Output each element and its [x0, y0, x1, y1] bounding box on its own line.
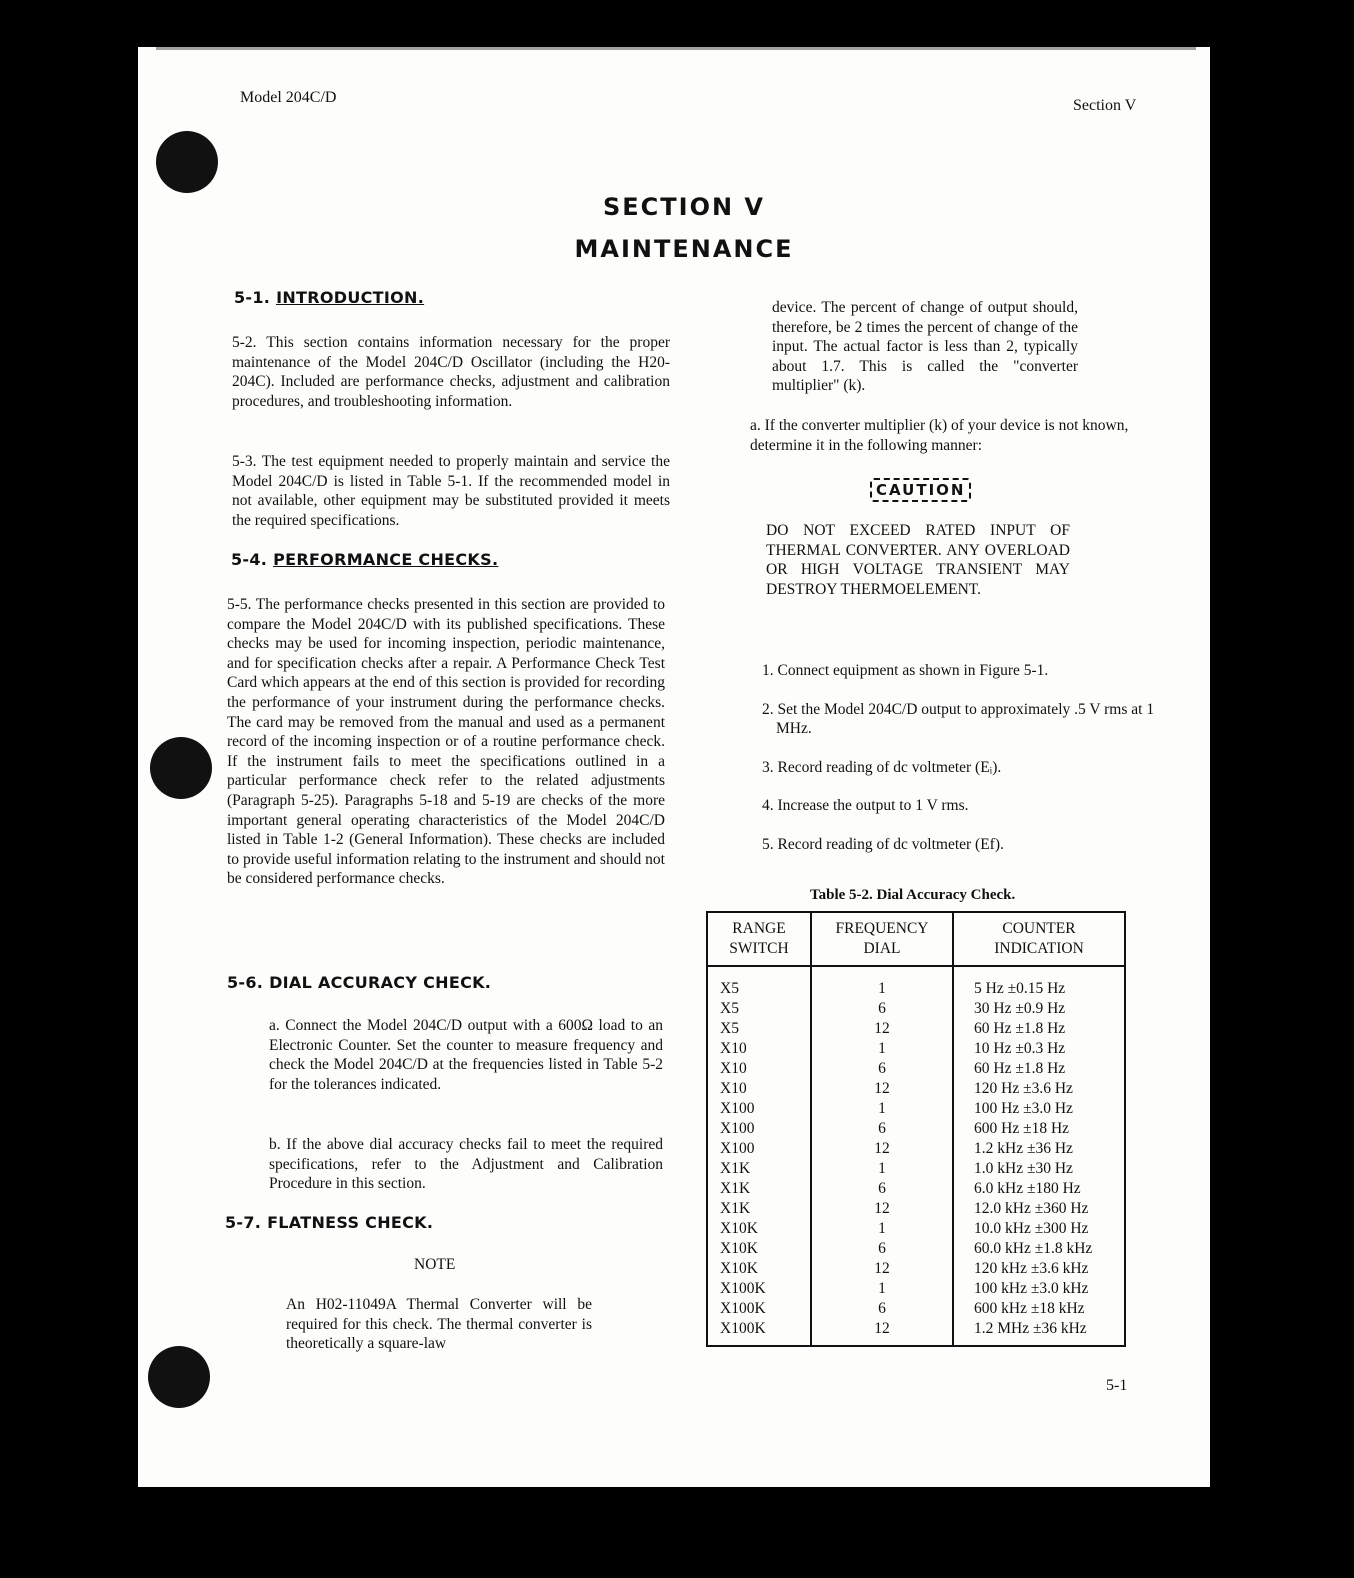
header-counter-indication — [953, 912, 1125, 966]
frequency-dial-cell: 6 — [811, 1239, 953, 1259]
table-row — [707, 1219, 1125, 1239]
step-number: 4. — [762, 797, 774, 815]
heading-number: 5-6. — [227, 973, 264, 992]
heading-number: 5-1. — [234, 288, 271, 307]
counter-indication-cell: 1.2 kHz ±36 Hz — [953, 1139, 1125, 1159]
range-switch-cell: X100K — [707, 1299, 811, 1319]
range-switch-cell: X100 — [707, 1119, 811, 1139]
caution-box — [870, 481, 971, 500]
document-page — [138, 47, 1210, 1487]
counter-indication-cell: 12.0 kHz ±360 Hz — [953, 1199, 1125, 1219]
counter-indication-cell: 120 kHz ±3.6 kHz — [953, 1259, 1125, 1279]
range-switch-cell: X1K — [707, 1199, 811, 1219]
procedure-step — [762, 835, 1162, 855]
frequency-dial-cell: 1 — [811, 1099, 953, 1119]
range-switch-cell: X100K — [707, 1319, 811, 1346]
table-caption: Table 5-2. Dial Accuracy Check. — [810, 887, 1016, 903]
table-row — [707, 1019, 1125, 1039]
header-model: Model 204C/D — [240, 89, 337, 106]
table-header-row — [707, 912, 1125, 966]
frequency-dial-cell: 12 — [811, 1259, 953, 1279]
flatness-continued: device. The percent of change of output should, therefore, be 2 times the percent of change of the input. The actual factor is less than 2, typically about 1.7. This is called the "converter multiplier" (k). — [772, 299, 1078, 395]
heading-5-6 — [227, 973, 491, 992]
table-row — [707, 1239, 1125, 1259]
heading-number: 5-4. — [231, 550, 268, 569]
frequency-dial-cell: 1 — [811, 1159, 953, 1179]
step-number: 1. — [762, 662, 774, 679]
heading-5-7 — [225, 1213, 433, 1232]
procedure-step — [762, 758, 1162, 778]
header-section: Section V — [1073, 97, 1137, 114]
header-range-switch — [707, 912, 811, 966]
heading-5-4 — [231, 550, 498, 569]
binder-hole-bottom — [148, 1346, 210, 1408]
range-switch-cell: X5 — [707, 999, 811, 1019]
paragraph-5-3: 5-3. The test equipment needed to properly maintain and service the Model 204C/D is listed in Table 5-1. If the recommended model in not available, other equipment may be substituted provided it meets the required specifications. — [232, 453, 670, 529]
table-row — [707, 1299, 1125, 1319]
paragraph-5-5: 5-5. The performance checks presented in this section are provided to compare the Model 204C/D with its published specifications. These checks may be used for incoming inspection, periodic maintenance, and for specification checks after a repair. A Performance Check Test Card which appears at the end of this section is provided for recording the performance of your instrument during the performance checks. The card may be removed from the manual and used as a permanent record of the incoming inspection or of a routine performance check. If the instrument fails to meet the specifications outlined in a particular performance check refer to the related adjustments (Paragraph 5-25). Paragraphs 5-18 and 5-19 are checks of the more important general operating characteristics of the Model 204C/D listed in Table 1-2 (General Information). These checks are included to provide useful information relating to the instrument and should not be considered performance checks. — [227, 596, 665, 888]
heading-text: FLATNESS CHECK. — [267, 1213, 434, 1232]
counter-indication-cell: 6.0 kHz ±180 Hz — [953, 1179, 1125, 1199]
procedure-steps — [762, 661, 1162, 855]
table-row — [707, 1259, 1125, 1279]
frequency-dial-cell: 12 — [811, 1319, 953, 1346]
table-row — [707, 1179, 1125, 1199]
frequency-dial-cell: 1 — [811, 966, 953, 999]
step-text: Connect equipment as shown in Figure 5-1. — [777, 662, 1049, 679]
dial-accuracy-table-wrap — [706, 911, 1126, 1347]
step-number: 5. — [762, 835, 774, 853]
frequency-dial-cell: 1 — [811, 1279, 953, 1299]
table-row — [707, 966, 1125, 999]
frequency-dial-cell: 12 — [811, 1139, 953, 1159]
frequency-dial-cell: 12 — [811, 1199, 953, 1219]
header-line: DIAL — [863, 940, 901, 957]
range-switch-cell: X10 — [707, 1039, 811, 1059]
range-switch-cell: X100 — [707, 1099, 811, 1119]
table-row — [707, 1059, 1125, 1079]
counter-indication-cell: 10 Hz ±0.3 Hz — [953, 1039, 1125, 1059]
binder-hole-middle — [150, 737, 212, 799]
header-frequency-dial — [811, 912, 953, 966]
step-text: Record reading of dc voltmeter (Ef). — [777, 835, 1004, 853]
table-row — [707, 1279, 1125, 1299]
caution-label: CAUTION — [870, 478, 971, 502]
paragraph-5-2: 5-2. This section contains information necessary for the proper maintenance of the Model 204C/D Oscillator (including the H20-204C). Included are performance checks, adjustment and calibration procedures, and troubleshooting information. — [232, 334, 670, 410]
note-label: NOTE — [414, 1256, 456, 1273]
heading-text: PERFORMANCE CHECKS. — [273, 550, 499, 569]
frequency-dial-cell: 1 — [811, 1039, 953, 1059]
range-switch-cell: X10 — [707, 1059, 811, 1079]
counter-indication-cell: 600 kHz ±18 kHz — [953, 1299, 1125, 1319]
frequency-dial-cell: 6 — [811, 999, 953, 1019]
table-row — [707, 1079, 1125, 1099]
procedure-step — [762, 700, 1162, 739]
range-switch-cell: X10K — [707, 1239, 811, 1259]
procedure-step — [762, 661, 1162, 681]
range-switch-cell: X1K — [707, 1159, 811, 1179]
counter-indication-cell: 60.0 kHz ±1.8 kHz — [953, 1239, 1125, 1259]
counter-indication-cell: 5 Hz ±0.15 Hz — [953, 966, 1125, 999]
range-switch-cell: X1K — [707, 1179, 811, 1199]
section-subtitle: MAINTENANCE — [574, 235, 794, 263]
step-5-6-b: b. If the above dial accuracy checks fail to meet the required specifications, refer to the Adjustment and Calibration Procedure in this section. — [269, 1136, 663, 1193]
range-switch-cell: X100K — [707, 1279, 811, 1299]
range-switch-cell: X5 — [707, 1019, 811, 1039]
header-line: INDICATION — [994, 940, 1084, 957]
counter-indication-cell: 10.0 kHz ±300 Hz — [953, 1219, 1125, 1239]
range-switch-cell: X5 — [707, 966, 811, 999]
table-row — [707, 1099, 1125, 1119]
frequency-dial-cell: 12 — [811, 1079, 953, 1099]
table-row — [707, 1139, 1125, 1159]
section-title: SECTION V — [602, 193, 765, 221]
table-row — [707, 1039, 1125, 1059]
header-line: FREQUENCY — [835, 920, 929, 937]
counter-indication-cell: 1.0 kHz ±30 Hz — [953, 1159, 1125, 1179]
counter-indication-cell: 120 Hz ±3.6 Hz — [953, 1079, 1125, 1099]
header-line: COUNTER — [1002, 920, 1076, 937]
counter-indication-cell: 1.2 MHz ±36 kHz — [953, 1319, 1125, 1346]
frequency-dial-cell: 6 — [811, 1299, 953, 1319]
table-row — [707, 1319, 1125, 1346]
frequency-dial-cell: 6 — [811, 1119, 953, 1139]
caution-text: DO NOT EXCEED RATED INPUT OF THERMAL CONVERTER. ANY OVERLOAD OR HIGH VOLTAGE TRANSIENT MAY DESTROY THERMOELEMENT. — [766, 522, 1070, 598]
page-number: 5-1 — [1106, 1377, 1128, 1394]
step-5-7-a: a. If the converter multiplier (k) of your device is not known, determine it in the following manner: — [750, 417, 1129, 454]
counter-indication-cell: 100 Hz ±3.0 Hz — [953, 1099, 1125, 1119]
procedure-step — [762, 796, 1162, 816]
counter-indication-cell: 60 Hz ±1.8 Hz — [953, 1019, 1125, 1039]
note-text: An H02-11049A Thermal Converter will be required for this check. The thermal converter is theoretically a square-law — [286, 1296, 592, 1353]
header-line: RANGE — [732, 920, 786, 937]
step-text: Set the Model 204C/D output to approximately .5 V rms at 1 MHz. — [776, 700, 1155, 738]
step-text: Increase the output to 1 V rms. — [777, 797, 969, 815]
heading-text: INTRODUCTION. — [276, 288, 425, 307]
frequency-dial-cell: 12 — [811, 1019, 953, 1039]
table-row — [707, 1159, 1125, 1179]
step-text: Record reading of dc voltmeter (Eᵢ). — [777, 758, 1002, 776]
range-switch-cell: X10 — [707, 1079, 811, 1099]
header-line: SWITCH — [729, 940, 789, 957]
range-switch-cell: X10K — [707, 1219, 811, 1239]
step-5-6-a: a. Connect the Model 204C/D output with a 600Ω load to an Electronic Counter. Set the counter to measure frequency and check the Model 204C/D at the frequencies listed in Table 5-2 for the tolerances indicated. — [269, 1017, 663, 1093]
table-row — [707, 999, 1125, 1019]
frequency-dial-cell: 6 — [811, 1059, 953, 1079]
heading-number: 5-7. — [225, 1213, 262, 1232]
scan-edge-line — [156, 47, 1196, 50]
frequency-dial-cell: 6 — [811, 1179, 953, 1199]
table-row — [707, 1119, 1125, 1139]
frequency-dial-cell: 1 — [811, 1219, 953, 1239]
counter-indication-cell: 100 kHz ±3.0 kHz — [953, 1279, 1125, 1299]
range-switch-cell: X100 — [707, 1139, 811, 1159]
heading-5-1 — [234, 288, 424, 307]
step-number: 3. — [762, 758, 774, 776]
counter-indication-cell: 30 Hz ±0.9 Hz — [953, 999, 1125, 1019]
counter-indication-cell: 600 Hz ±18 Hz — [953, 1119, 1125, 1139]
binder-hole-top — [156, 131, 218, 193]
step-number: 2. — [762, 700, 774, 718]
counter-indication-cell: 60 Hz ±1.8 Hz — [953, 1059, 1125, 1079]
dial-accuracy-table — [706, 911, 1126, 1347]
table-row — [707, 1199, 1125, 1219]
range-switch-cell: X10K — [707, 1259, 811, 1279]
heading-text: DIAL ACCURACY CHECK. — [269, 973, 492, 992]
